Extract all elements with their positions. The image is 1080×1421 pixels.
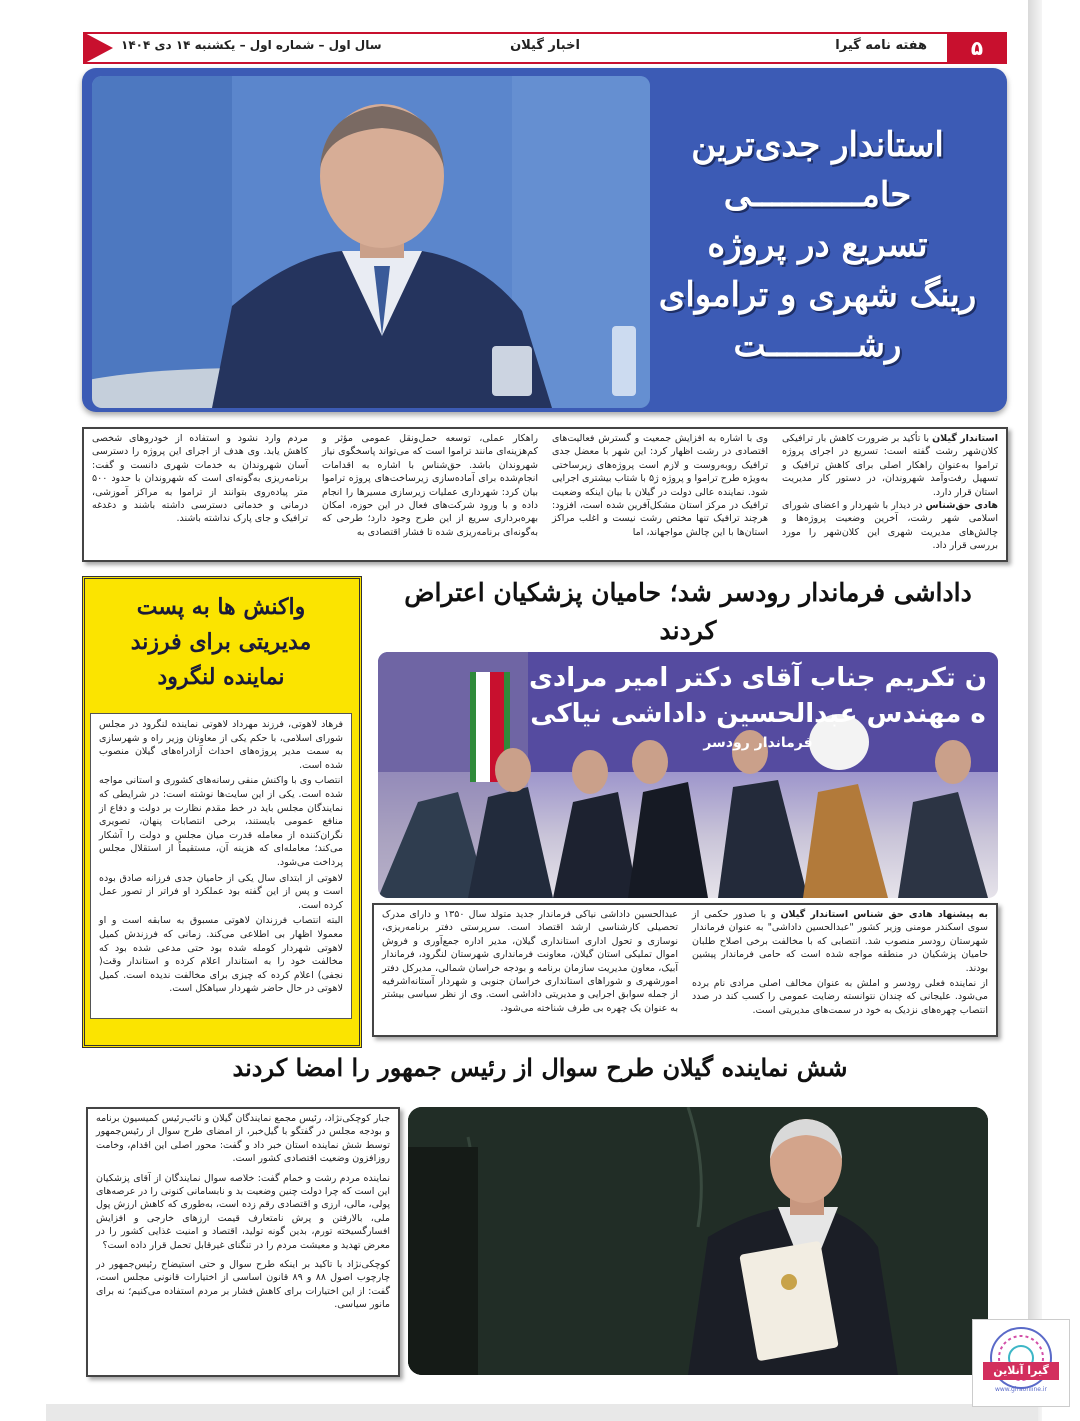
logo-url: www.giraonline.ir	[994, 1386, 1048, 1393]
page-header	[83, 32, 1007, 64]
article1-headline-line: رشـــــــــت	[733, 325, 902, 365]
banner-line: فرماندار رودسر	[703, 735, 813, 751]
paragraph-text: انتصاب وی با واکنش منفی رسانه‌های کشوری و استانی مواجه شده است. یکی از این سایت‌ها نوشته است: در شرایطی که نمایندگان مجلس باید در خط مقدم نظارت بر دولت و دفاع از منافع عمومی بایستند، برخی انتصابات پنهان، تصویری نگران‌کننده از معامله قدرت میان مجلس و دولت را آشکار می‌کند؛ معامله‌ای که هزینه آن، مستقیماً از استقلال مجلس پرداخت می‌شود.	[99, 775, 343, 868]
article1-column: راهکار عملی، توسعه حمل‌ونقل عمومی مؤثر و کم‌هزینه‌ای مانند تراموا است که می‌تواند پاسخگوی نیاز شهروندان باشد. حق‌شناس با اشاره به اقدامات انجام‌شده برای آماده‌سازی زیرساخت‌های پروژه تراموا بیان کرد: شهرداری عملیات زیرسازی مسیرها را انجام داده و با ورود شرکت‌های فعال در این حوزه، امکان بهره‌برداری سریع از این طرح وجود دارد؛ طرحی که به‌گونه‌ای برنامه‌ریزی شده تا فشار اقتصادی به	[322, 433, 538, 538]
governor-photo	[92, 76, 650, 408]
paragraph-text: البته انتصاب فرزندان لاهوتی مسبوق به سابقه است و او معمولا اظهار بی اطلاعی می‌کند. زمانی که فرزندش کمیل لاهوتی شهردار کومله شده بود حتی مدعی شده بود که مخالفت خود را به استاندار اعلام کرده و استاندار وقت( نجفی) اعلام کرده که چیزی برای مخالفت ندیده است. کمیل لاهوتی در حال حاضر شهردار سیاهکل است.	[99, 915, 343, 995]
article1-column: مردم وارد نشود و استفاده از خودروهای شخصی کاهش یابد. وی هدف از اجرای این پروژه را دسترسی آسان شهروندان به خدمات شهری دانست و گفت: برنامه‌ریزی به‌گونه‌ای است که شهروندان با حدود ۵۰۰ متر پیاده‌روی بتوانند از تراموا به مراکز آموزشی، درمانی و خدماتی دسترسی داشته باشند و دغدغه ترافیک و جای پارک نداشته باشند.	[92, 433, 308, 525]
paragraph-text: در دیدار با شهردار و اعضای شورای اسلامی شهر رشت، آخرین وضعیت پروژه‌ها و چالش‌های مدیریت شهری این کلان‌شهر را مورد بررسی قرار داد.	[782, 500, 998, 552]
sidebar-headline-line: مدیریتی برای فرزند	[130, 629, 312, 655]
page-edge-shadow	[1028, 0, 1042, 1421]
publication-name: هفته نامه گیرا	[835, 38, 927, 53]
sidebar-headline-line: نماینده لنگرود	[157, 664, 285, 690]
article3-headline: شش نماینده گیلان طرح سوال از رئیس جمهور را امضا کردند	[232, 1053, 848, 1082]
lead-bold: هادی حق‌شناس	[925, 500, 998, 512]
ceremony-banner	[518, 660, 998, 754]
header-arrow-icon	[83, 32, 113, 64]
lead-bold: استاندار گیلان	[932, 433, 998, 444]
section-name: اخبار گیلان	[510, 38, 580, 53]
sidebar-headline	[92, 590, 350, 695]
banner-line: ن تکریم جناب آقای دکتر امیر مرادی	[529, 663, 987, 693]
giraonline-logo	[972, 1319, 1070, 1407]
article1-headline-line: رینگ شهری و تراموای	[658, 275, 977, 315]
article1-headline-line: تسریع در پروژه	[707, 225, 928, 265]
article2-headline	[378, 574, 998, 650]
paragraph-text: فرهاد لاهوتی، فرزند مهرداد لاهوتی نماینده لنگرود در مجلس شورای اسلامی، با حکم یکی از معاونان وزیر راه و شهرسازی به سمت مدیر پروژه‌های احداث آزادراه‌های گیلان منصوب شده است.	[99, 719, 343, 771]
article1-headline-line: استاندار جدی‌ترین	[691, 125, 944, 165]
sidebar-headline-line: واکنش ها به پست	[136, 594, 306, 620]
paragraph-text: با تأکید بر ضرورت کاهش بار ترافیکی کلان‌شهر رشت گفته است: تسریع در اجرای پروژه تراموا به‌عنوان راهکار اصلی برای کاهش ترافیک و تسهیل رفت‌وآمد شهروندان، در دستور کار مدیریت استان قرار دارد.	[782, 433, 998, 498]
paragraph-text: لاهوتی از ابتدای سال یکی از حامیان جدی فرزانه صادق بوده است و پس از این گفته بود عملکرد او فراتر از تصور عمل کرده است.	[99, 872, 343, 911]
paragraph-text: از نماینده فعلی رودسر و املش به عنوان مخالف اصلی مرادی نام برده می‌شود. علیجانی که چندان نتوانسته رضایت عمومی را کسب کند در صدد انتصاب چهره‌های نزدیک به خود در سمت‌های مدیریتی است.	[692, 978, 988, 1016]
president-photo	[408, 1107, 988, 1375]
article3-body	[86, 1107, 400, 1377]
banner-line: ه مهندس عبدالحسین داداشی نیاکی	[530, 699, 986, 729]
article1-headline-line: حامـــــــــــی	[723, 175, 912, 215]
paragraph-text: نماینده مردم رشت و خمام گفت: خلاصه سوال نمایندگان از آقای پزشکیان این است که چرا دولت چنین وضعیت بد و نابسامانی کنونی را در عرصه‌های پولی، مالی، ارزی و اقتصادی رقم زده است، به‌طوری که کاهش ارزش پول ملی، بالارفتن و پرش نامتعارف قیمت ارزهای خارجی و افزایش افسارگسیخته تورم، بدین گونه تولید، اقتصاد و امنیت غذایی کشور را در معرض تهدید و معیشت مردم را در تنگنای غیرقابل تحمل قرار داده است؟	[96, 1172, 390, 1251]
lead-bold: به پیشنهاد هادی حق شناس استاندار گیلان	[780, 909, 988, 920]
paragraph-text: جبار کوچکی‌نژاد، رئیس مجمع نمایندگان گیلان و نائب‌رئیس کمیسیون برنامه و بودجه مجلس در گفتگو با گیل‌خبر، از امضای طرح سوال از رئیس‌جمهور توسط شش نماینده استان خبر داد و گفت: محور اصلی این اقدام، وخامت روزافزون وضعیت اقتصادی کشور است.	[96, 1113, 390, 1165]
paragraph-text: و با صدور حکمی از سوی اسکندر مومنی وزیر کشور "عبدالحسین داداشی" به عنوان فرماندار شهرستان رودسر منصوب شد. انتصابی که با مخالفت برخی اصلاح طلبان حامیان پزشکیان در منطقه مواجه شده است که حامی فرماندار پیشین بودند.	[692, 909, 988, 974]
issue-info: سال اول – شماره اول – یکشنبه ۱۴ دی ۱۴۰۴	[121, 38, 382, 52]
paragraph-text: کوچکی‌نژاد با تاکید بر اینکه طرح سوال و حتی استیضاح رئیس‌جمهور در چارچوب اصول ۸۸ و ۸۹ قانون اساسی از اختیارات قانونی مجلس است، گفت: از این اختیارات برای کاهش فشار بر مردم استفاده می‌کنیم؛ نه برای مانور سیاسی.	[96, 1259, 390, 1311]
article1-column	[782, 432, 998, 557]
article2-body	[372, 903, 998, 1037]
page-number: ۵	[947, 32, 1007, 64]
article2-column: عبدالحسین داداشی نیاکی فرماندار جدید متولد سال ۱۳۵۰ و دارای مدرک تحصیلی کارشناسی ارشد اقتصاد است. سرپرستی دفتر برنامه‌ریزی، نوسازی و تحول اداری استانداری گیلان، مدیر اداره جمع‌آوری و فروش اموال تملیکی استان گیلان، معاونت فرمانداری شهرستان لنگرود، فرماندار آبیک، معاون مدیریت سازمان برنامه و بودجه خراسان شمالی، مدیرکل دفتر امورشهری و شوراهای استانداری خراسان جنوبی و شهردار آستانه‌اشرفیه از جمله سوابق اجرایی و مدیریتی داداشی است. وی از نظر سیاسی بیشتر به عنوان یک چهره بی طرف شناخته می‌شود.	[382, 909, 678, 1014]
article2-headline-line: داداشی فرماندار رودسر شد؛ حامیان پزشکیان اعتراض	[404, 578, 972, 607]
logo-name: گیرا آنلاین	[993, 1364, 1049, 1377]
ceremony-photo	[378, 652, 998, 898]
article1-column: وی با اشاره به افزایش جمعیت و گسترش فعالیت‌های اقتصادی در رشت اظهار کرد: این شهر با معضل جدی ترافیک روبه‌روست و لازم است پروژه‌های زیرساختی به‌ویژه طرح تراموا و پروژه ژ۵ با شتاب بیشتری اجرایی شود. نماینده عالی دولت در گیلان با بیان اینکه وضعیت ترافیک در مرکز استان مشکل‌آفرین شده است، افزود: هرچند ترافیک تنها مختص رشت نیست و اغلب مراکز استان‌ها با این چالش مواجهاند، اما	[552, 433, 768, 538]
article1-body	[82, 427, 1008, 562]
article1-headline	[650, 120, 985, 370]
article2-headline-line: کردند	[659, 616, 717, 645]
article2-column	[692, 908, 988, 1032]
page-bottom-strip	[46, 1404, 1038, 1421]
sidebar-body	[90, 713, 352, 1019]
